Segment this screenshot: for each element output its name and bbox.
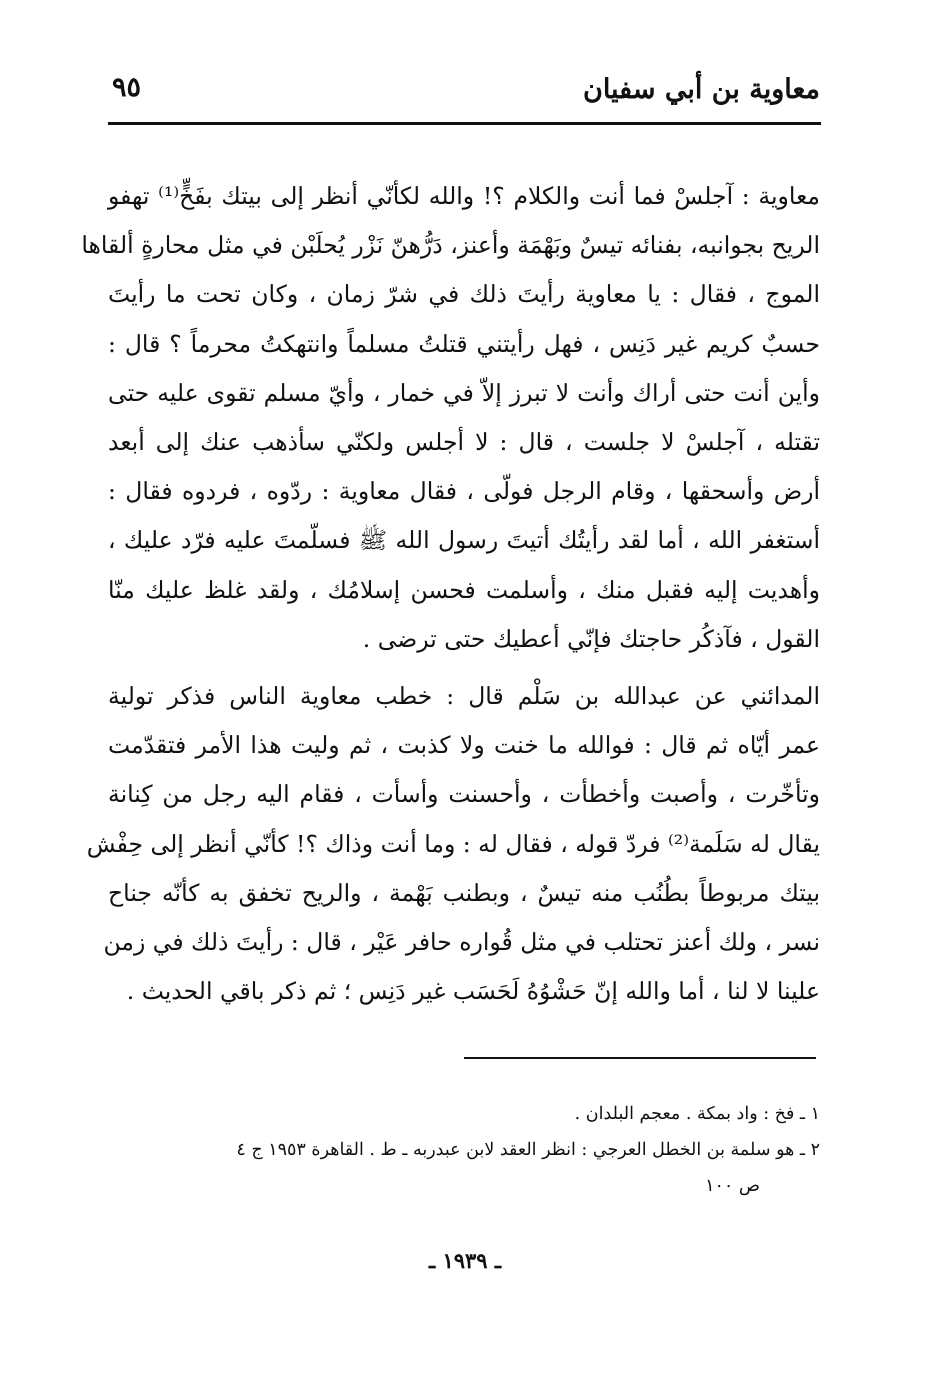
text-line: عمر أيّاه ثم قال : فوالله ما خنت ولا كذبت ، ثم وليت هذا الأمر فتقدّمت: [108, 731, 820, 760]
text-line: الموج ، فقال : يا معاوية رأيتَ ذلك في شرّ زمان ، وكان تحت ما رأيتَ: [108, 280, 820, 309]
footnote-1: ١ ـ فخ : واد بمكة . معجم البلدان .: [574, 1104, 820, 1124]
footnote-2: ٢ ـ هو سلمة بن الخطل العرجي : انظر العقد لابن عبدربه ـ ط . القاهرة ١٩٥٣ ج ٤: [236, 1140, 820, 1160]
text-line: معاوية : آجلسْ فما أنت والكلام ؟! والله لكأنّي أنظر إلى بيتك بفَخٍّ⁽¹⁾ تهفو: [108, 182, 820, 210]
footnote-2-continuation: ص ١٠٠: [705, 1176, 760, 1196]
text-line: وأين أنت حتى أراك وأنت لا تبرز إلاّ في خمار ، وأيّ مسلم تقوى عليه حتى: [108, 378, 820, 407]
text-line: يقال له سَلَمة⁽²⁾ فردّ قوله ، فقال له : وما أنت وذاك ؟! كأنّي أنظر إلى حِفْش: [86, 829, 820, 858]
running-header: [108, 70, 820, 118]
text-line: بيتك مربوطاً بطُنُب منه تيسٌ ، وبطنب بَهْمة ، والريح تخفق به كأنّه جناح: [108, 878, 820, 907]
page-number: ٩٥: [112, 72, 142, 103]
text-line: الريح بجوانبه، بفنائه تيسٌ وبَهْمَة وأعنز، دَرُّهنّ نَزْر يُحلَبْن في مثل محارةٍ ألقاها: [81, 231, 820, 260]
paragraph-2: [86, 672, 820, 1016]
text-line: نسر ، ولك أعنز تحتلب في مثل قُواره حافر عَيْر ، قال : رأيتَ ذلك في زمن: [103, 928, 820, 957]
text-line: أستغفر الله ، أما لقد رأيتُك أتيتَ رسول الله ﷺ فسلّمتَ عليه فرّد عليك ،: [108, 526, 820, 555]
text-line: حسبٌ كريم غير دَنِس ، فهل رأيتني قتلتُ مسلماً وانتهكتُ محرماً ؟ قال :: [108, 329, 820, 358]
text-line: علينا لا لنا ، أما والله إنّ حَشْوُهُ لَحَسَب غير دَنِس ؛ ثم ذكر باقي الحديث .: [126, 977, 820, 1006]
header-rule: [108, 122, 821, 125]
folio-number: ـ ١٩٣٩ ـ: [428, 1248, 502, 1273]
text-line: وأهديت إليه فقبل منك ، وأسلمت فحسن إسلامُك ، ولقد غلظ عليك منّا: [108, 575, 820, 604]
text-line: المدائني عن عبدالله بن سَلْم قال : خطب معاوية الناس فذكر تولية: [108, 682, 820, 710]
running-title: معاوية بن أبي سفيان: [582, 74, 820, 105]
footnote-separator: [464, 1057, 816, 1059]
text-line: تقتله ، آجلسْ لا جلست ، قال : لا أجلس ولكنّي سأذهب عنك إلى أبعد: [108, 428, 820, 457]
text-line: أرض وأسحقها ، وقام الرجل فولّى ، فقال معاوية : ردّوه ، فردوه فقال :: [108, 477, 820, 506]
paragraph-1: [81, 172, 820, 664]
text-line: وتأخّرت ، وأصبت وأخطأت ، وأحسنت وأسأت ، فقام اليه رجل من كِنانة: [108, 780, 820, 809]
footnotes: [108, 1096, 820, 1204]
text-line: القول ، فآذكُر حاجتك فإنّي أعطيك حتى ترضى .: [362, 624, 820, 653]
